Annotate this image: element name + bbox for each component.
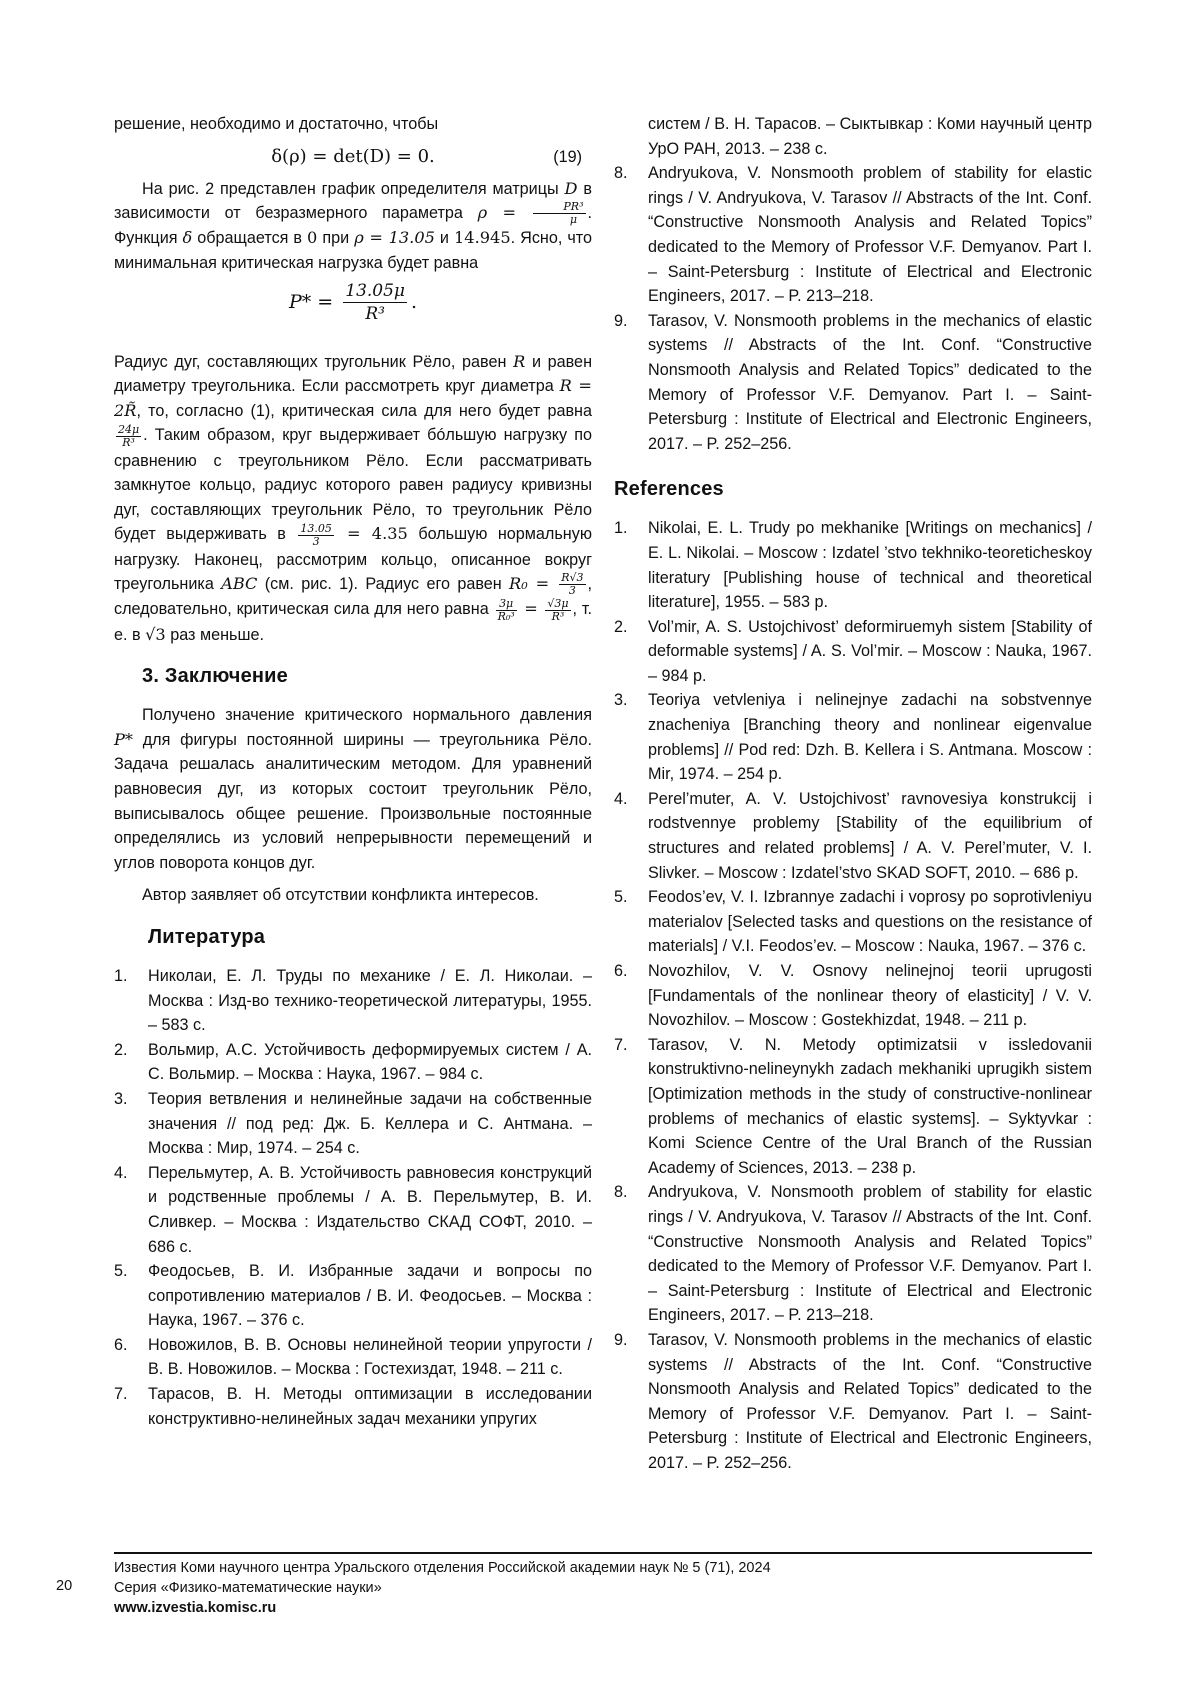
- fraction-circle-load: [116, 424, 141, 449]
- paragraph-determinant: [114, 177, 592, 276]
- fraction-numerator: 3μ: [496, 598, 517, 611]
- right-column: [614, 112, 1092, 1475]
- reference-text: Andryukova, V. Nonsmooth problem of stability for elastic rings / V. Andryukova, V. Tarasov // Abstracts of the Int. Conf. “Constructive Nonsmooth Analysis and Related Topics” dedicated to the Memory of Professor V.F. Demyanov. Part I. – Saint-Petersburg : Institute of Electrical and Electronic Engineers, 2017. – P. 213–218.: [648, 164, 1092, 306]
- math-zero: 0: [307, 228, 318, 248]
- paragraph-conflict: Автор заявляет об отсутствии конфликта интересов.: [142, 886, 539, 905]
- reference-text: Перельмутер, А. В. Устойчивость равновесия конструкций и родственные проблемы / А. В. Перельмутер, В. И. Сливкер. – Москва : Издательство СКАД СОФТ, 2010. – 686 с.: [148, 1163, 592, 1256]
- paragraph-conclusion: [114, 703, 592, 875]
- paragraph-intro: решение, необходимо и достаточно, чтобы: [114, 115, 439, 133]
- equation-19-formula: δ(ρ) = det(D) = 0.: [271, 145, 435, 167]
- fraction-ring-load-simplified: [545, 598, 570, 623]
- reference-item: [614, 615, 1092, 689]
- reference-list-english: [614, 516, 1092, 1475]
- reference-text: Николаи, Е. Л. Труды по механике / Е. Л. Николаи. – Москва : Изд-во технико-теоретической литературы, 1955. – 583 с.: [148, 966, 592, 1035]
- footer-divider: [114, 1552, 1092, 1554]
- reference-item: [614, 885, 1092, 959]
- fraction-numerator: 24μ: [118, 422, 140, 436]
- paragraph-arcs: [114, 350, 592, 648]
- text: Получено значение критического нормального давления: [142, 706, 592, 725]
- footer-journal: Известия Коми научного центра Уральского отделения Российской академии наук № 5 (71), 2024: [114, 1560, 771, 1576]
- fraction-denominator: μ: [569, 213, 578, 227]
- reference-number: 6.: [614, 962, 628, 980]
- equation-19: [114, 137, 592, 177]
- reference-number: 5.: [114, 1262, 128, 1281]
- fraction-ratio: [298, 523, 334, 548]
- text: . Ясно, что минимальная критическая нагрузка будет равна: [114, 229, 593, 272]
- fraction-ring-load: [496, 598, 517, 623]
- reference-number: 4.: [614, 789, 628, 808]
- math-value: 14.945: [453, 228, 511, 248]
- reference-number: 3.: [114, 1089, 128, 1108]
- reference-item: [114, 964, 592, 1038]
- text: (см. рис. 1). Радиус его равен: [257, 575, 510, 594]
- text: обращается в: [192, 229, 308, 248]
- reference-text: Тарасов, В. Н. Методы оптимизации в исследовании конструктивно-нелинейных задач механики упругих: [148, 1385, 592, 1428]
- reference-list-russian-continued: [614, 161, 1092, 456]
- equation-tail: .: [410, 290, 418, 313]
- fraction-denominator: R³: [365, 303, 385, 324]
- reference-item: [614, 1328, 1092, 1476]
- fraction-denominator: R³: [122, 435, 135, 449]
- text: раз меньше.: [165, 625, 264, 644]
- footer-series: Серия «Физико-математические науки»: [114, 1580, 382, 1596]
- reference-item: [114, 1161, 592, 1259]
- reference-text: Novozhilov, V. V. Osnovy nelinejnoj teorii uprugosti [Fundamentals of the nonlinear theory of elasticity] / V. V. Novozhilov. – Moscow : Gostekhizdat, 1948. – 211 p.: [648, 962, 1092, 1030]
- text: в зависимости от безразмерного параметра: [114, 179, 592, 223]
- reference-text: Andryukova, V. Nonsmooth problem of stability for elastic rings / V. Andryukova, V. Tarasov // Abstracts of the Int. Conf. “Constructive Nonsmooth Analysis and Related Topics” dedicated to the Memory of Professor V.F. Demyanov. Part I. – Saint-Petersburg : Institute of Electrical and Electronic Engineers, 2017. – P. 213–218.: [648, 1183, 1092, 1325]
- reference-item: [614, 516, 1092, 614]
- math-sqrt3: √3: [145, 624, 166, 644]
- reference-text: Tarasov, V. Nonsmooth problems in the mechanics of elastic systems // Abstracts of the Int. Conf. “Constructive Nonsmooth Analysis and Related Topics” dedicated to the Memory of Professor V.F. Demyanov. Part I. – Saint-Petersburg : Institute of Electrical and Electronic Engineers, 2017. – P. 252–256.: [648, 311, 1092, 453]
- fraction-critical-load: [343, 280, 407, 325]
- text: , то, согласно (1), критическая сила для него будет равна: [136, 401, 592, 420]
- text: при: [317, 229, 355, 248]
- reference-number: 6.: [114, 1335, 128, 1354]
- reference-number: 9.: [614, 311, 628, 330]
- fraction-radius: [559, 572, 585, 597]
- reference-number: 8.: [614, 1183, 628, 1202]
- reference-item: [614, 1180, 1092, 1328]
- reference-text: Nikolai, E. L. Trudy po mekhanike [Writings on mechanics] / E. L. Nikolai. – Moscow : Izdatel ’stvo tekhniko-teoreticheskoy literatury [Publishing house of technical and theoretical literature], 1955. – 583 p.: [648, 519, 1092, 612]
- reference-number: 5.: [614, 888, 628, 907]
- reference-text: Teoriya vetvleniya i nelinejnye zadachi na sobstvennye znacheniya [Branching theory and nonlinear eigenvalue problems] // Pod red: Dzh. B. Kellera i S. Antmana. Moscow : Mir, 1974. – 254 p.: [648, 691, 1092, 784]
- math-equals: =: [518, 599, 544, 619]
- reference-item: [114, 1333, 592, 1382]
- reference-item: [114, 1038, 592, 1087]
- reference-number: 7.: [614, 1035, 628, 1054]
- equation-19-number: (19): [553, 147, 582, 166]
- fraction-numerator: 13.05μ: [345, 280, 405, 301]
- section-heading-literature: Литература: [148, 925, 266, 948]
- fraction-numerator: 13.05: [300, 521, 332, 535]
- reference-item: [614, 688, 1092, 786]
- reference-text: Теория ветвления и нелинейные задачи на собственные значения // под ред: Дж. Б. Келлера и С. Антмана. – Москва : Мир, 1974. – 254 с.: [148, 1089, 592, 1158]
- fraction-denominator: 3: [312, 534, 320, 548]
- reference-item: [114, 1382, 592, 1431]
- reference-number: 1.: [614, 519, 628, 538]
- section-heading-references: References: [614, 478, 724, 501]
- reference-item: [614, 309, 1092, 457]
- fraction-numerator: √3μ: [547, 596, 569, 610]
- math-ratio-value: = 4.35: [335, 524, 408, 544]
- text: и равен диаметру треугольника. Если рассмотреть круг диаметра: [114, 352, 593, 396]
- fraction-denominator: 3: [568, 584, 576, 598]
- page-number: 20: [56, 1578, 73, 1594]
- text: и: [434, 229, 454, 248]
- math-delta: δ: [182, 228, 193, 248]
- equation-critical-load: [114, 276, 592, 350]
- text: , т. е. в: [114, 600, 592, 644]
- footer-url[interactable]: www.izvestia.komisc.ru: [114, 1600, 277, 1616]
- fraction-numerator: PR³: [533, 201, 585, 214]
- reference-text: Feodos’ev, V. I. Izbrannye zadachi i voprosy po soprotivleniyu materialov [Selected tasks and questions on the resistance of materials] / V.I. Feodos’ev. – Moscow : Nauka, 1967. – 376 c.: [648, 888, 1092, 956]
- text: . Функция: [114, 204, 592, 248]
- reference-item: [114, 1259, 592, 1333]
- reference-text: Вольмир, А.С. Устойчивость деформируемых систем / А. С. Вольмир. – Москва : Наука, 1967. – 984 с.: [148, 1040, 592, 1084]
- fraction-pr3-mu: [533, 201, 585, 226]
- math-abc: ABC: [221, 574, 258, 594]
- equation-lhs: P* =: [288, 290, 340, 313]
- reference-text: Vol’mir, A. S. Ustojchivost’ deformiruemyh sistem [Stability of deformable systems] / A. S. Vol’mir. – Moscow : Nauka, 1967. – 984 p.: [648, 617, 1092, 685]
- reference-number: 7.: [114, 1385, 128, 1404]
- math-p-star: P*: [114, 729, 133, 749]
- reference-item: [614, 787, 1092, 885]
- reference-number: 4.: [114, 1163, 128, 1182]
- reference-text: Новожилов, В. В. Основы нелинейной теории упругости / В. В. Новожилов. – Москва : Гостехиздат, 1948. – 211 с.: [148, 1335, 592, 1379]
- reference-item: [114, 1087, 592, 1161]
- fraction-denominator: R₀³: [497, 609, 515, 623]
- reference-text: Tarasov, V. Nonsmooth problems in the mechanics of elastic systems // Abstracts of the Int. Conf. “Constructive Nonsmooth Analysis and Related Topics” dedicated to the Memory of Professor V.F. Demyanov. Part I. – Saint-Petersburg : Institute of Electrical and Electronic Engineers, 2017. – P. 252–256.: [648, 1330, 1092, 1472]
- reference-list-russian: [114, 964, 592, 1431]
- reference-continuation: систем / В. Н. Тарасов. – Сыктывкар : Коми научный центр УрО РАН, 2013. – 238 с.: [648, 115, 1092, 158]
- text: большую нормальную нагрузку. Наконец, рассмотрим кольцо, описанное вокруг треугольника: [114, 525, 592, 594]
- text: . Таким образом, круг выдерживает бóльшую нагрузку по сравнению с треугольником Рёло. Если рассматривать замкнутое кольцо, радиус которого равен радиусу кривизны дуг, составляющих треугольник Рёло, то треугольник Рёло будет выдерживать в: [114, 426, 592, 544]
- reference-number: 1.: [114, 966, 128, 985]
- math-r-diameter: R = 2R̃: [114, 376, 592, 420]
- fraction-denominator: R³: [551, 609, 565, 623]
- math-rho: ρ =: [477, 203, 532, 223]
- reference-number: 8.: [614, 164, 628, 183]
- text: На рис. 2 представлен график определителя матрицы: [142, 179, 565, 198]
- math-r0: R₀ =: [509, 574, 558, 594]
- section-heading-conclusion: 3. Заключение: [142, 665, 288, 688]
- reference-number: 3.: [614, 691, 628, 710]
- math-d: D: [564, 178, 578, 198]
- reference-number: 2.: [114, 1040, 128, 1059]
- reference-item: [614, 1033, 1092, 1181]
- left-column: [114, 112, 592, 1431]
- math-r: R: [513, 351, 526, 371]
- fraction-numerator: R√3: [561, 571, 584, 585]
- reference-text: Tarasov, V. N. Metody optimizatsii v issledovanii konstruktivno-nelineynykh zadach mekhaniki uprugikh sistem [Optimization methods in the study of constructive-nonlinear problems of mechanics of elastic systems]. – Syktyvkar : Komi Science Centre of the Ural Branch of the Russian Academy of Sciences, 2013. – 238 p.: [648, 1035, 1092, 1177]
- math-rho-value: ρ = 13.05: [354, 228, 435, 248]
- text: Радиус дуг, составляющих тругольник Рёло, равен: [114, 352, 514, 371]
- reference-number: 9.: [614, 1330, 628, 1349]
- reference-item: [614, 161, 1092, 309]
- text: , следовательно, критическая сила для него равна: [114, 575, 592, 619]
- text: для фигуры постоянной ширины — треугольника Рёло. Задача решалась аналитическим методом. Для уравнений равновесия дуг, из которых состоит треугольник Рёло, выписывалось общее решение. Произвольные постоянные определялись из условий непрерывности перемещений и углов поворота концов дуг.: [114, 730, 592, 872]
- reference-text: Perel’muter, A. V. Ustojchivost’ ravnovesiya konstrukcij i rodstvennye problemy [Stability of the equilibrium of structures and related problems] / A. V. Perel’muter, V. I. Slivker. – Moscow : Izdatel’stvo SKAD SOFT, 2010. – 686 p.: [648, 789, 1092, 882]
- footer: [114, 1558, 771, 1618]
- reference-number: 2.: [614, 617, 628, 636]
- reference-text: Феодосьев, В. И. Избранные задачи и вопросы по сопротивлению материалов / В. И. Феодосьев. – Москва : Наука, 1967. – 376 с.: [148, 1262, 592, 1330]
- reference-item: [614, 959, 1092, 1033]
